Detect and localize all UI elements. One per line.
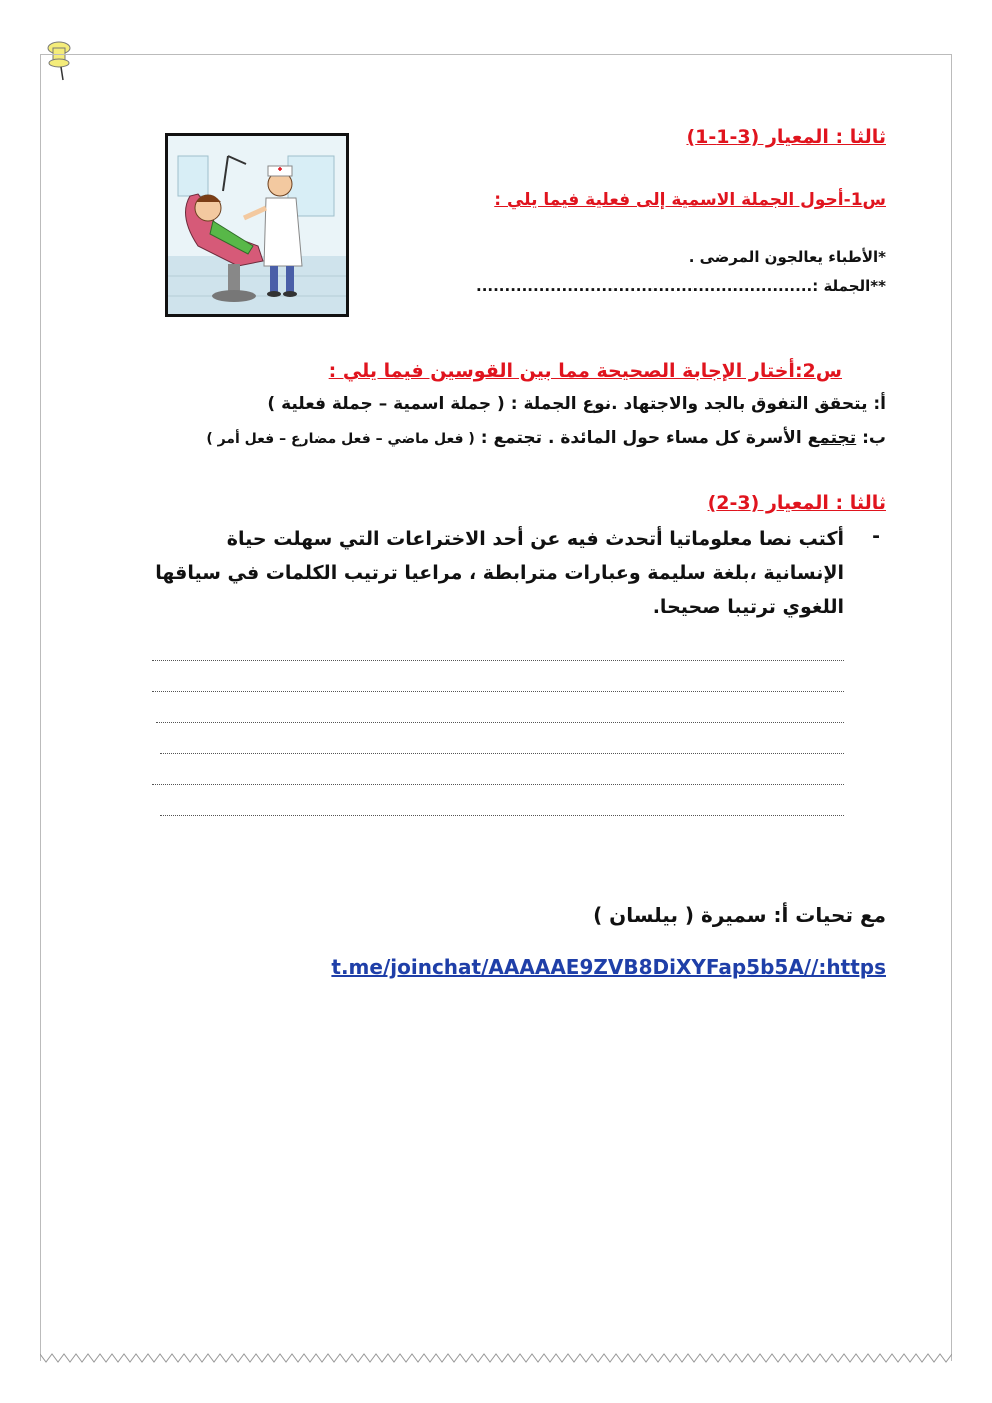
answer-label: **الجملة :	[812, 277, 886, 295]
question1-answer-line	[476, 277, 886, 295]
section1-title: ثالثا : المعيار (3-1-1)	[686, 126, 886, 148]
question1-title: س1-أحول الجملة الاسمية إلى فعلية فيما يلي :	[494, 190, 886, 210]
question2-item-a: أ: يتحقق التفوق بالجد والاجتهاد .نوع الجملة : ( جملة اسمية – جملة فعلية )	[267, 394, 886, 414]
answer-dots[interactable]: ...........................................................	[476, 277, 813, 295]
section2-title: ثالثا : المعيار (3-2)	[707, 492, 886, 514]
section2-bullet: -	[872, 525, 880, 547]
teacher-greeting: مع تحيات أ: سميرة ( بيلسان )	[593, 903, 886, 927]
item-b-underlined-word: تجتمع	[807, 428, 857, 448]
writing-line[interactable]	[156, 722, 844, 723]
item-b-options: ( فعل ماضي – فعل مضارع – فعل أمر )	[206, 431, 475, 447]
writing-line[interactable]	[160, 753, 844, 754]
question2-item-b	[206, 428, 886, 448]
writing-line[interactable]	[152, 691, 844, 692]
section2-task-text: أكتب نصا معلوماتيا أتحدث فيه عن أحد الاختراعات التي سهلت حياة الإنسانية ،بلغة سليمة وعبارات مترابطة ، مراعيا ترتيب الكلمات في سياقها اللغوي ترتيبا صحيحا.	[155, 528, 844, 618]
zigzag-border	[40, 1352, 952, 1364]
item-b-rest: الأسرة كل مساء حول المائدة . تجتمع :	[480, 428, 802, 448]
dentist-illustration	[165, 133, 349, 317]
item-b-prefix: ب:	[862, 428, 886, 448]
question2-title: س2:أختار الإجابة الصحيحة مما بين القوسين فيما يلي :	[328, 360, 842, 382]
question1-sentence: *الأطباء يعالجون المرضى .	[688, 248, 886, 266]
dentist-scene-icon	[168, 136, 346, 314]
writing-line[interactable]	[152, 660, 844, 661]
writing-line[interactable]	[152, 784, 844, 785]
telegram-link[interactable]: t.me/joinchat/AAAAAE9ZVB8DiXYFap5b5A//:https	[331, 955, 886, 979]
writing-line[interactable]	[160, 815, 844, 816]
